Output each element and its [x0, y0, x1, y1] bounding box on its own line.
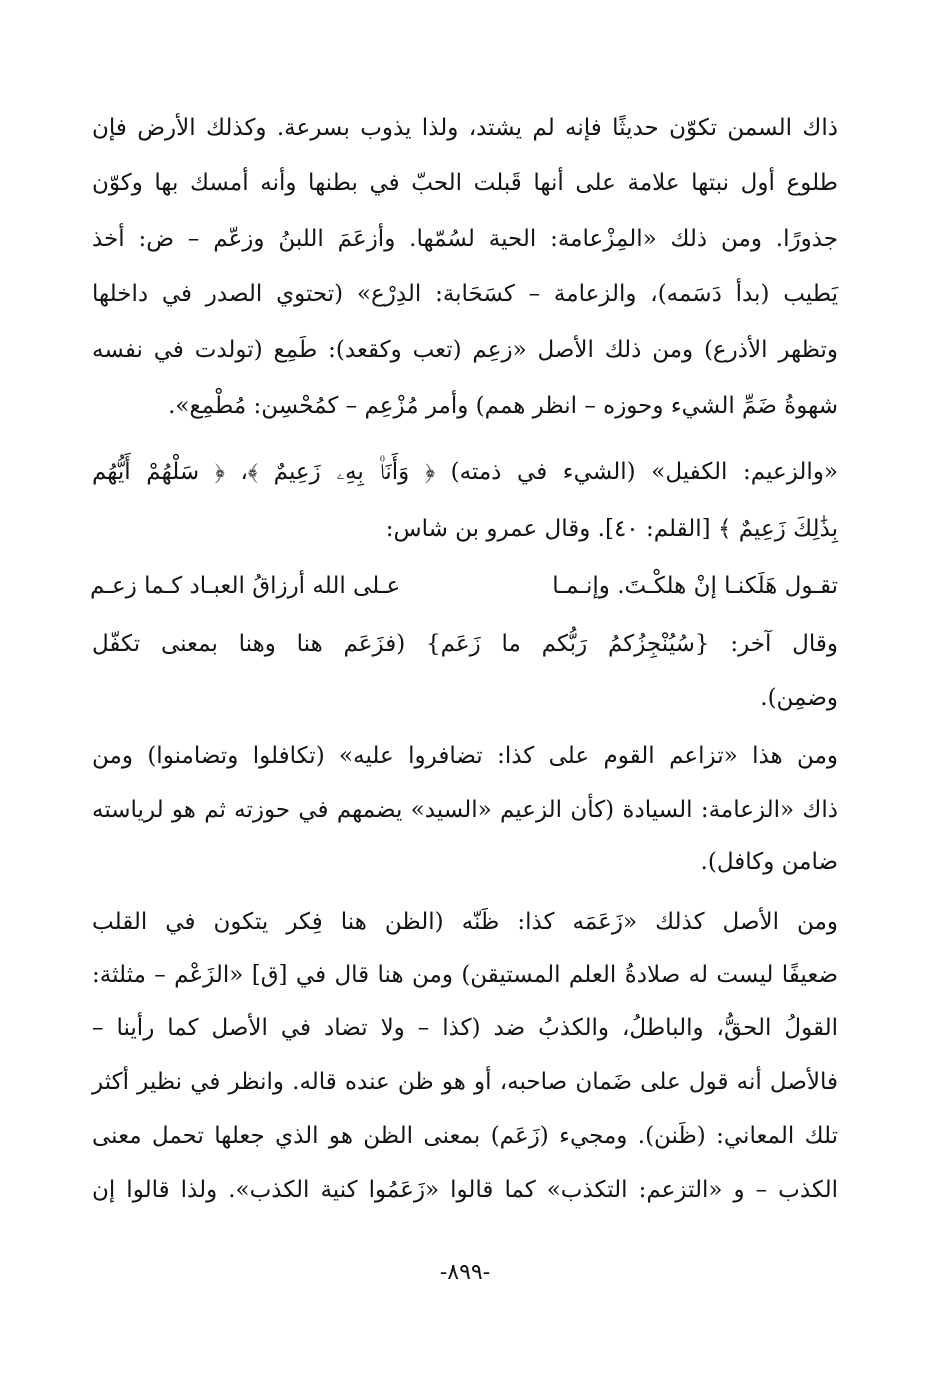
verse-second-hemistich: عـلى الله أرزاقُ العبـاد كـما زعـم — [90, 573, 401, 599]
text-line: شهوةُ ضَمِّ الشيء وحوزه – انظر همم) وأمر مُزْعِم – كمُحْسِن: مُطْمِع». — [168, 393, 838, 419]
text-line: ذاك السمن تكوّن حديثًا فإنه لم يشتد، ولذا يذوب بسرعة. وكذلك الأرض فإن — [92, 115, 838, 141]
text-line: ضامن وكافل). — [700, 849, 838, 875]
text-line: وضمِن). — [760, 685, 838, 711]
text-line: «والزعيم: الكفيل» (الشيء في ذمته) ﴿ وَأَنَا۠ بِهِۦ زَعِيمٌ ﴾، ﴿ سَلْهُمْ أَيُّهُم — [92, 459, 838, 485]
text-line: يَطيب (بدأ دَسَمه)، والزعامة – كسَحَابة: الدِرْع» (تحتوي الصدر في داخلها — [92, 281, 838, 307]
text-line: الكذب – و «التزعم: التكذب» كما قالوا «زَعَمُوا كنية الكذب». ولذا قالوا إن — [92, 1177, 838, 1203]
text-line: طلوع أول نبتها علامة على أنها قَبلت الحبّ في بطنها وأنه أمسك بها وكوّن — [92, 170, 838, 196]
text-line: وقال آخر: {سُيُنْجِزُكمُ رَبُّكم ما زَعَم} (فزَعَم هنا وهنا بمعنى تكفّل — [92, 631, 838, 657]
text-line: وتظهر الأذرع) ومن ذلك الأصل «زعِم (تعب وكقعد): طَمِع (تولدت في نفسه — [92, 337, 838, 363]
text-line: ذاك «الزعامة: السيادة (كأن الزعيم «السيد» يضمهم في حوزته ثم هو لرياسته — [92, 797, 838, 823]
text-line: بِذَٰلِكَ زَعِيمٌ ﴾ [القلم: ٤٠]. وقال عمرو بن شاس: — [385, 516, 838, 542]
text-line: ومن هذا «تزاعم القوم على كذا: تضافروا عليه» (تكافلوا وتضامنوا) ومن — [92, 743, 838, 769]
verse-first-hemistich: تقـول هَلَكنـا إنْ هلكْـتَ. وإنـمـا — [552, 573, 838, 599]
text-line: ومن الأصل كذلك «زَعَمَه كذا: ظَنّه (الظن هنا فِكر يتكون في القلب — [92, 909, 838, 935]
text-line: جذورًا. ومن ذلك «المِزْعامة: الحية لسُمّها. وأزعَمَ اللبنُ وزعّم – ض: أخذ — [92, 226, 838, 252]
text-line: فالأصل أنه قول على ضَمان صاحبه، أو هو ظن عنده قاله. وانظر في نظير أكثر — [92, 1069, 838, 1095]
text-line: القولُ الحقُّ، والباطلُ، والكذبُ ضد (كذا – ولا تضاد في الأصل كما رأينا – — [92, 1015, 838, 1041]
page-number: -٨٩٩- — [439, 1260, 491, 1285]
text-line: ضعيفًا ليست له صلادةُ العلم المستيقن) ومن هنا قال في [ق] «الزَعْم – مثلثة: — [92, 962, 838, 988]
text-line: تلك المعاني: (ظَنن). ومجيء (زَعَم) بمعنى الظن هو الذي جعلها تحمل معنى — [92, 1123, 838, 1149]
